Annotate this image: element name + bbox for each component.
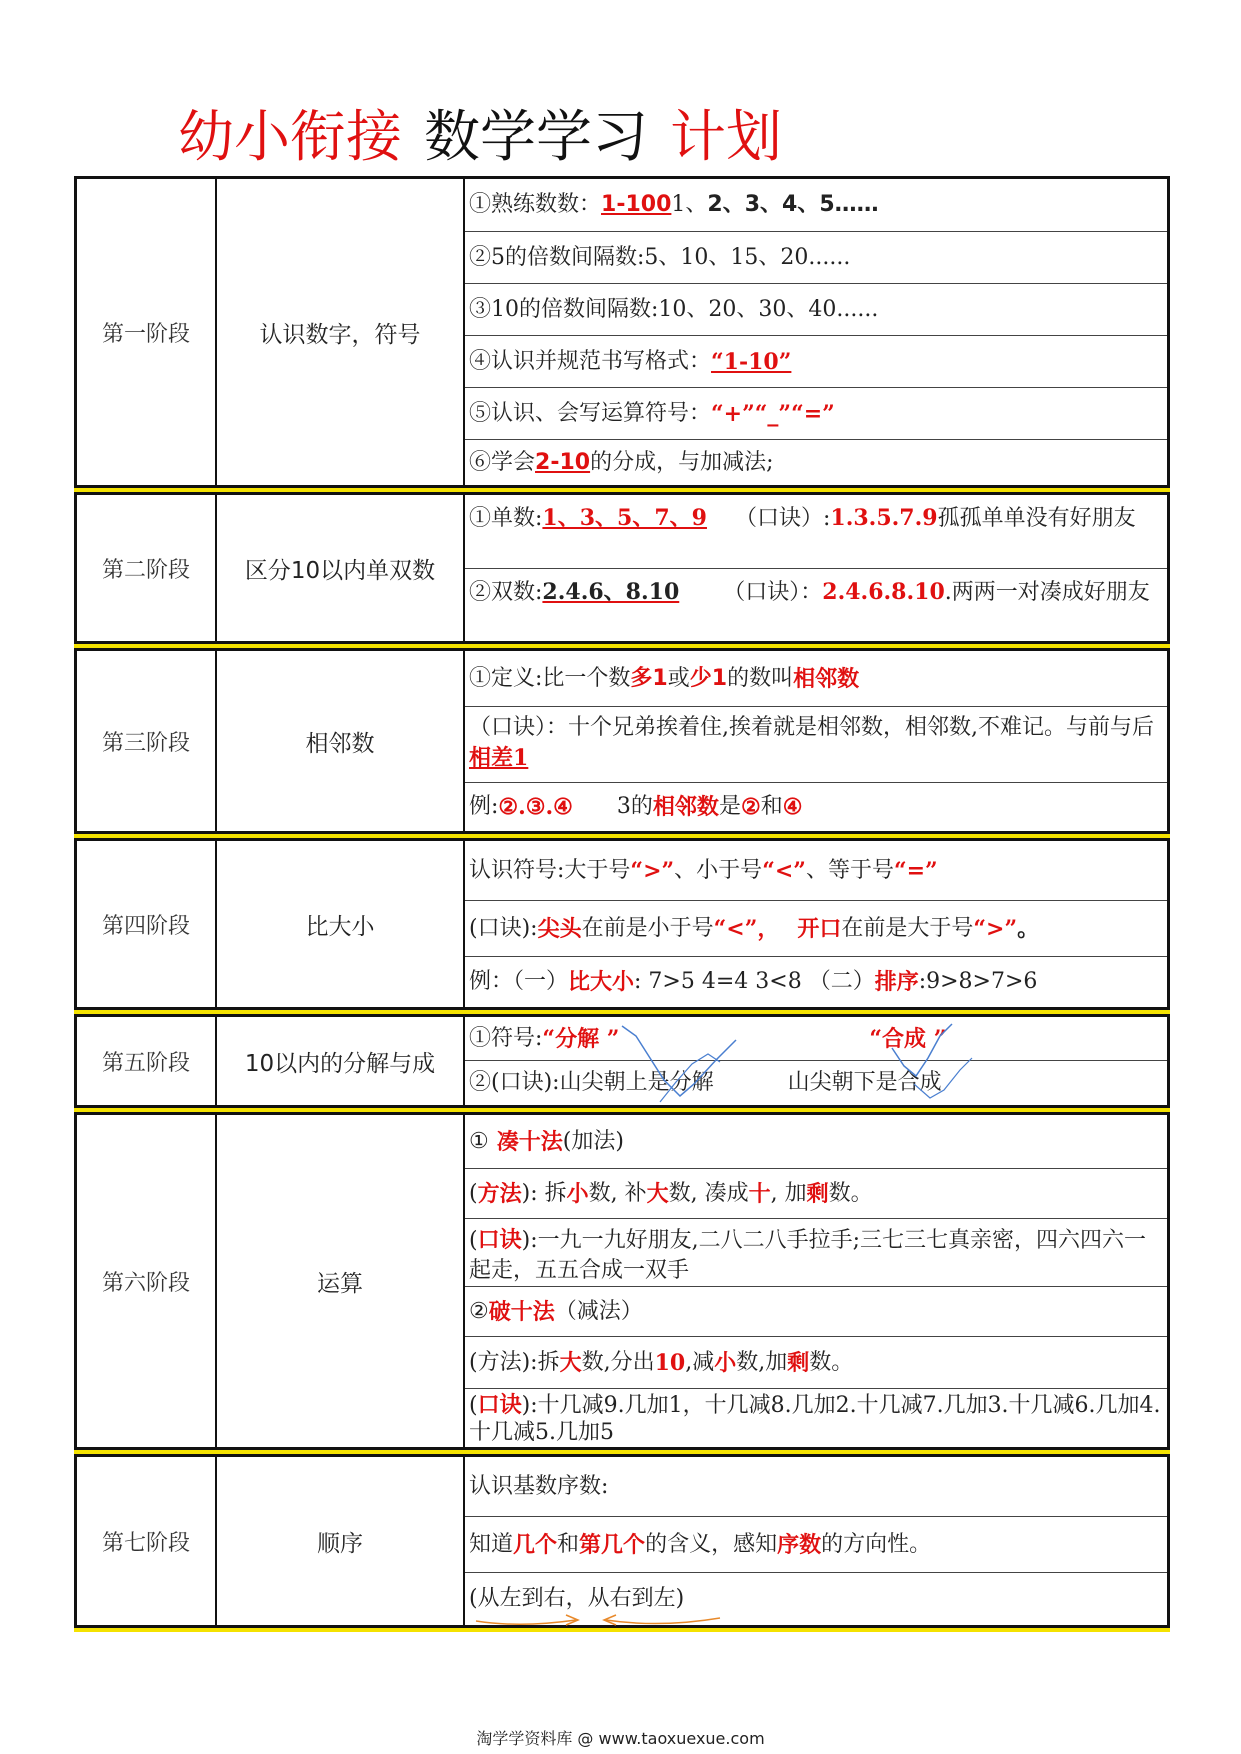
text-segment: 2.4.6.8.10 xyxy=(822,579,945,605)
stage-topic: 运算 xyxy=(217,1115,465,1447)
text-segment: ④认识并规范书写格式： xyxy=(469,348,712,374)
content-line xyxy=(465,1017,1167,1061)
text-segment: 大 xyxy=(559,1349,582,1376)
text-segment: “合成 ” xyxy=(869,1025,947,1052)
text-segment: ③10的倍数间隔数:10、20、30、40...... xyxy=(469,296,879,322)
content-line xyxy=(465,1169,1167,1219)
text-segment: 数,加 xyxy=(736,1349,788,1375)
stage-label: 第六阶段 xyxy=(77,1115,217,1447)
text-segment: 是 xyxy=(718,794,741,819)
content-line xyxy=(465,1287,1167,1337)
text-segment: ②(口诀):山尖朝上是分解 xyxy=(469,1070,714,1095)
content-line xyxy=(465,1061,1167,1105)
text-segment: 。 xyxy=(1017,915,1040,942)
text-segment: 的分成，与加减法; xyxy=(590,449,774,475)
text-segment: 例：（一） xyxy=(469,969,569,994)
text-segment: 1、 xyxy=(671,192,708,217)
text-segment: ( xyxy=(469,1180,478,1206)
text-segment: 第几个 xyxy=(579,1531,646,1558)
content-line xyxy=(465,1573,1167,1625)
content-line xyxy=(465,901,1167,957)
text-segment: ⑤认识、会写运算符号： xyxy=(469,400,712,426)
text-segment: ,减 xyxy=(685,1349,715,1375)
content-line xyxy=(465,232,1167,284)
text-segment: 大 xyxy=(646,1180,669,1207)
text-segment: “<”， xyxy=(713,915,780,942)
text-segment: “>” xyxy=(630,857,675,884)
stage-label: 第七阶段 xyxy=(77,1457,217,1625)
text-segment: 的方向性。 xyxy=(821,1531,932,1557)
text-segment: ( xyxy=(469,1393,478,1418)
text-segment: “=” xyxy=(893,857,938,884)
text-segment: “分解 ” xyxy=(542,1025,620,1052)
text-segment: :9>8>7>6 xyxy=(918,969,1038,994)
text-segment: ):一九一九好朋友,二八二八手拉手;三七三七真亲密，四六四六一起走，五五合成一双手 xyxy=(469,1228,1147,1283)
text-segment: (方法):拆 xyxy=(469,1349,560,1375)
text-segment: (从左到右，从右到左) xyxy=(469,1586,685,1611)
text-segment: 排序 xyxy=(874,969,919,995)
text-segment: 多1 xyxy=(630,665,668,691)
text-segment: 方法 xyxy=(477,1180,522,1207)
stage-1-block xyxy=(74,176,1170,488)
stage-content xyxy=(465,841,1167,1007)
text-segment: 口诀 xyxy=(477,1392,522,1418)
text-segment: 少1 xyxy=(689,665,728,691)
stage-content xyxy=(465,495,1167,641)
text-segment: 几个 xyxy=(513,1531,558,1558)
text-segment: 的数叫 xyxy=(727,665,794,691)
text-segment: 开口 xyxy=(797,915,842,942)
text-segment: 数,分出 xyxy=(581,1349,655,1375)
stage-content xyxy=(465,1115,1167,1447)
text-segment: 相邻数 xyxy=(652,794,719,820)
content-line xyxy=(465,707,1167,783)
text-segment: 、等于号 xyxy=(805,857,894,883)
text-segment: 1.3.5.7.9 xyxy=(830,505,938,531)
text-segment: (加法) xyxy=(562,1128,624,1154)
title-part1: 幼小衔接 xyxy=(178,105,402,170)
text-segment: “>” xyxy=(973,915,1018,942)
stage-2-block xyxy=(74,492,1170,644)
text-segment: ④ xyxy=(782,794,803,820)
stage-4-block xyxy=(74,838,1170,1010)
text-segment: , 加 xyxy=(770,1180,807,1206)
text-segment: ①熟练数数： xyxy=(469,192,602,217)
stage-label: 第二阶段 xyxy=(77,495,217,641)
text-segment: 10 xyxy=(654,1349,686,1376)
text-segment: ①符号: xyxy=(469,1025,543,1051)
text-segment: 相邻数 xyxy=(793,665,860,692)
text-segment: 剩 xyxy=(787,1349,810,1376)
text-segment: ①定义:比一个数 xyxy=(469,665,631,691)
content-line xyxy=(465,284,1167,336)
stage-content xyxy=(465,651,1167,831)
stage-6-block xyxy=(74,1112,1170,1450)
text-segment: ②.③.④ xyxy=(498,794,573,820)
content-line xyxy=(465,440,1167,485)
text-segment: “1-10” xyxy=(711,348,792,375)
content-line xyxy=(465,957,1167,1007)
stage-content xyxy=(465,1457,1167,1625)
content-line xyxy=(465,336,1167,388)
text-segment: 和 xyxy=(760,794,783,819)
text-segment: ( xyxy=(469,1228,478,1253)
content-line xyxy=(465,1517,1167,1573)
text-segment: （减法） xyxy=(554,1298,643,1324)
text-segment: 和 xyxy=(557,1531,580,1557)
stage-topic: 比大小 xyxy=(217,841,465,1007)
text-segment: ): 拆 xyxy=(521,1180,567,1206)
title-part3: 计划 xyxy=(670,105,782,170)
content-line xyxy=(465,1457,1167,1517)
text-segment: 小 xyxy=(566,1180,589,1207)
text-segment: 剩 xyxy=(806,1180,829,1207)
content-line xyxy=(465,569,1167,641)
text-segment: (口诀): xyxy=(469,915,538,941)
text-segment: ⑥学会 xyxy=(469,449,536,475)
text-segment: 3的 xyxy=(616,794,653,819)
text-segment: ② xyxy=(740,794,761,820)
text-segment: 、小于号 xyxy=(674,857,763,883)
stage-label: 第五阶段 xyxy=(77,1017,217,1105)
text-segment: 2-10 xyxy=(535,449,591,475)
text-segment: ):十几减9.几加1，十几减8.几加2.十几减7.几加3.十几减6.几加4.十几减5.几加5 xyxy=(469,1393,1161,1445)
text-segment: 尖头 xyxy=(537,915,582,942)
text-segment: 例: xyxy=(469,794,499,819)
text-segment: 相差1 xyxy=(469,745,529,771)
text-segment: “+”“_”“=” xyxy=(711,400,835,427)
text-segment: ②双数: xyxy=(469,580,543,605)
text-segment: 小 xyxy=(714,1349,737,1376)
text-segment: 或 xyxy=(667,665,690,691)
stage-content xyxy=(465,1017,1167,1105)
text-segment: 十 xyxy=(748,1180,771,1207)
text-segment: “<” xyxy=(762,857,806,884)
text-segment: 山尖朝下是合成 xyxy=(787,1070,942,1095)
content-line xyxy=(465,1337,1167,1389)
content-line xyxy=(465,1115,1167,1169)
content-line xyxy=(465,651,1167,707)
text-segment: 在前是小于号 xyxy=(581,915,714,941)
page-title xyxy=(0,98,960,178)
divider-bar xyxy=(74,1628,1170,1632)
text-segment: 在前是大于号 xyxy=(841,915,974,941)
text-segment: （口诀）: xyxy=(734,506,831,531)
text-segment: 认识符号:大于号 xyxy=(469,857,631,883)
content-line xyxy=(465,783,1167,831)
text-segment: 认识基数序数: xyxy=(469,1473,609,1499)
text-segment: 2.4.6、8.10 xyxy=(542,579,680,605)
stage-5-block xyxy=(74,1014,1170,1108)
text-segment: ①单数: xyxy=(469,506,543,531)
text-segment: 数, 补 xyxy=(588,1180,647,1206)
stage-topic: 顺序 xyxy=(217,1457,465,1625)
text-segment: ① xyxy=(469,1128,489,1154)
text-segment: 数。 xyxy=(809,1349,854,1375)
stage-label: 第四阶段 xyxy=(77,841,217,1007)
text-segment: 破十法 xyxy=(488,1298,555,1325)
stage-topic: 认识数字，符号 xyxy=(217,179,465,485)
text-segment: 的含义，感知 xyxy=(645,1531,778,1557)
content-line xyxy=(465,841,1167,901)
title-part2: 数学学习 xyxy=(424,105,648,170)
text-segment: 数, 凑成 xyxy=(668,1180,749,1206)
text-segment: （口诀）：十个兄弟挨着住,挨着就是相邻数，相邻数,不难记。与前与后 xyxy=(469,715,1154,740)
text-segment: : 7>5 4=4 3<8 （二） xyxy=(634,969,875,994)
text-segment: 比大小 xyxy=(568,969,635,995)
content-line xyxy=(465,495,1167,569)
stage-topic: 区分10以内单双数 xyxy=(217,495,465,641)
stage-topic: 10以内的分解与成 xyxy=(217,1017,465,1105)
stage-content xyxy=(465,179,1167,485)
text-segment: ②5的倍数间隔数:5、10、15、20...... xyxy=(469,244,851,270)
text-segment: 1、3、5、7、9 xyxy=(542,505,707,531)
stage-3-block xyxy=(74,648,1170,834)
text-segment: 凑十法 xyxy=(496,1128,563,1155)
stage-label: 第三阶段 xyxy=(77,651,217,831)
text-segment: .两两一对凑成好朋友 xyxy=(944,580,1150,605)
text-segment: ② xyxy=(469,1298,489,1324)
text-segment: 2、3、4、5…… xyxy=(707,192,879,217)
content-line xyxy=(465,1389,1167,1447)
stage-topic: 相邻数 xyxy=(217,651,465,831)
content-line xyxy=(465,1219,1167,1287)
text-segment: 口诀 xyxy=(477,1227,522,1253)
content-line xyxy=(465,388,1167,440)
footer-watermark: 淘学学资料库 @ www.taoxuexue.com xyxy=(476,1729,765,1748)
text-segment: 数。 xyxy=(828,1180,873,1206)
text-segment: 序数 xyxy=(777,1531,822,1558)
text-segment: 孤孤单单没有好朋友 xyxy=(937,506,1136,531)
text-segment: （口诀）： xyxy=(723,580,823,605)
stage-label: 第一阶段 xyxy=(77,179,217,485)
text-segment: 知道 xyxy=(469,1531,514,1557)
stage-7-block xyxy=(74,1454,1170,1628)
content-line xyxy=(465,179,1167,232)
text-segment: 1-100 xyxy=(601,192,672,217)
